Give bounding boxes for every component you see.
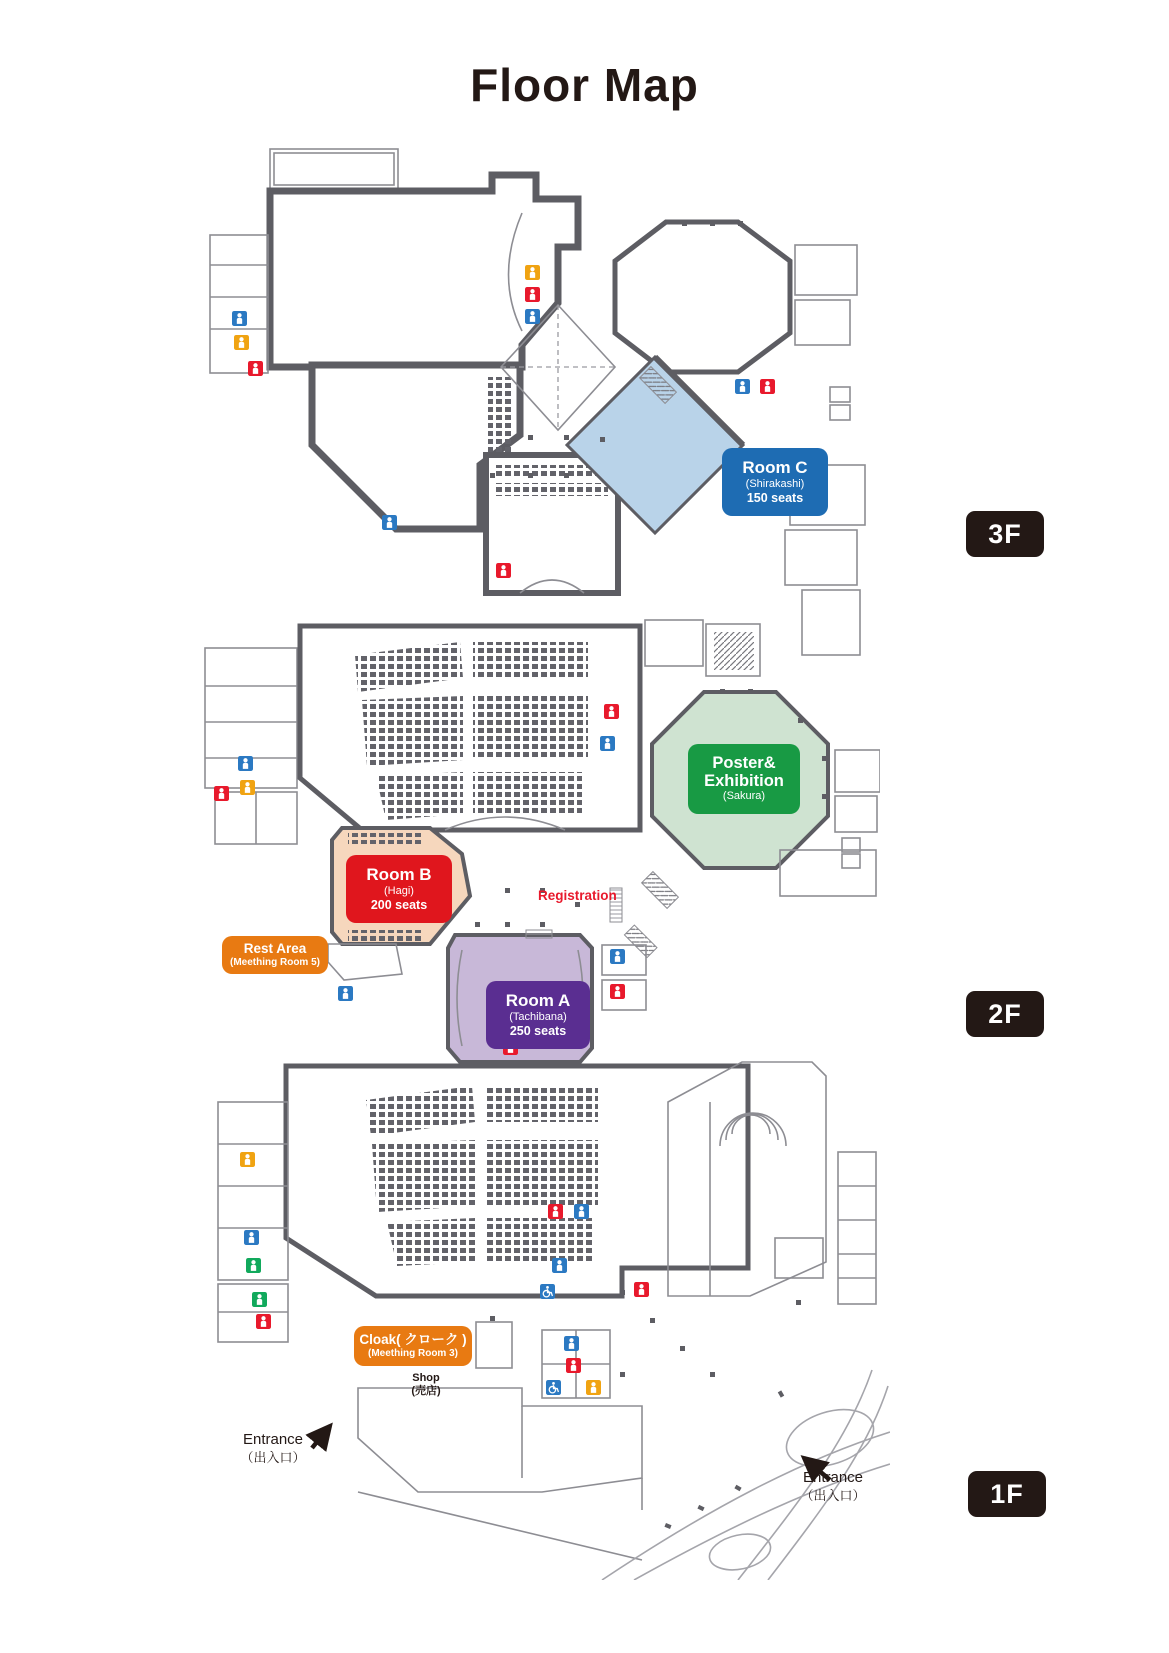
column-dot — [748, 689, 753, 694]
right-annex-room — [795, 300, 850, 345]
elevator — [830, 387, 850, 402]
column-dot — [540, 922, 545, 927]
left-annex — [218, 1102, 288, 1280]
shop-line1: Shop — [412, 1372, 440, 1384]
seating-rows — [473, 696, 588, 760]
road-curve — [602, 1432, 890, 1580]
baby-room-icon — [240, 1152, 255, 1167]
seating-rows — [496, 483, 608, 496]
left-annex — [210, 235, 268, 373]
seating-rows — [348, 833, 422, 844]
baby-room-icon — [234, 335, 249, 350]
seating-rows — [473, 642, 588, 678]
column-dot — [490, 1316, 495, 1321]
column-dot — [620, 1290, 625, 1295]
womens-restroom-icon — [525, 287, 540, 302]
poster-line2: Exhibition — [704, 771, 784, 790]
room-a-subname: (Tachibana) — [509, 1011, 567, 1024]
main-hall — [300, 626, 640, 830]
rest-area-subname: (Meething Room 5) — [230, 957, 320, 969]
mens-restroom-icon — [610, 949, 625, 964]
mens-restroom-icon — [232, 311, 247, 326]
cloak-subname: (Meething Room 3) — [368, 1348, 458, 1360]
wheelchair-access-icon — [546, 1380, 561, 1395]
seating-rows — [485, 1086, 598, 1122]
service-icon — [246, 1258, 261, 1273]
escalator — [624, 925, 657, 958]
shop-block — [358, 1388, 642, 1492]
cloak-room-area — [476, 1322, 512, 1368]
cloak-name: Cloak( クローク ) — [359, 1331, 467, 1347]
mens-restroom-icon — [525, 309, 540, 324]
mens-restroom-icon — [338, 986, 353, 1001]
column-dot — [564, 435, 569, 440]
womens-restroom-icon — [760, 379, 775, 394]
seating-rows — [376, 772, 463, 820]
floor-badge-2f: 2F — [966, 991, 1044, 1037]
elevator — [830, 405, 850, 420]
womens-restroom-icon — [604, 704, 619, 719]
seating-rows — [485, 1218, 592, 1262]
womens-restroom-icon — [214, 786, 229, 801]
room-b-seats: 200 seats — [370, 898, 428, 913]
registration-label: Registration — [538, 888, 617, 903]
poster-line1: Poster& — [712, 753, 776, 772]
floor-badge-3f: 3F — [966, 511, 1044, 557]
cloak-label — [354, 1326, 472, 1366]
mens-restroom-icon — [382, 515, 397, 530]
stage-fly-tower — [270, 149, 398, 189]
shop-label — [392, 1372, 460, 1397]
stairs — [714, 632, 754, 670]
room-c-subname: (Shirakashi) — [745, 478, 805, 491]
mens-restroom-icon — [552, 1258, 567, 1273]
corridor-room — [780, 850, 876, 896]
mens-restroom-icon — [735, 379, 750, 394]
womens-restroom-icon — [248, 361, 263, 376]
womens-restroom-icon — [496, 563, 511, 578]
entrance-right-line1: Entrance — [802, 1469, 864, 1486]
octagon-hall — [615, 222, 790, 372]
column-dot — [505, 922, 510, 927]
rest-area-label — [222, 936, 328, 974]
mens-restroom-icon — [564, 1336, 579, 1351]
mens-restroom-icon — [238, 756, 253, 771]
entrance-label-right — [778, 1468, 888, 1504]
column-dot — [475, 922, 480, 927]
road-tick — [734, 1485, 741, 1491]
room-a-name: Room A — [505, 991, 571, 1011]
column-dot — [710, 221, 715, 226]
seating-rows — [488, 377, 514, 461]
column-dot — [682, 221, 687, 226]
annex-dividers — [838, 1186, 876, 1278]
shop-line2: (売店) — [411, 1384, 441, 1397]
rest-area-room — [328, 944, 402, 980]
walkway-edge — [358, 1478, 642, 1560]
column-dot — [710, 1372, 715, 1377]
womens-restroom-icon — [634, 1282, 649, 1297]
column-dot — [490, 473, 495, 478]
elevator — [842, 854, 860, 868]
column-dot — [822, 756, 827, 761]
wheelchair-access-icon — [540, 1284, 555, 1299]
column-dot — [738, 221, 743, 226]
room-a-label — [486, 981, 590, 1049]
service-icon — [252, 1292, 267, 1307]
road-tick — [697, 1505, 704, 1511]
entrance-left-line2: （出入口） — [240, 1449, 306, 1465]
seating-rows — [473, 772, 582, 814]
right-tall-annex — [838, 1152, 876, 1304]
mens-restroom-icon — [600, 736, 615, 751]
column-dot — [650, 1318, 655, 1323]
room-c-label — [722, 448, 828, 516]
baby-room-icon — [586, 1380, 601, 1395]
room-b-name: Room B — [366, 865, 432, 885]
womens-restroom-icon — [548, 1204, 563, 1219]
entrance-label-left — [218, 1430, 328, 1466]
column-dot — [680, 1346, 685, 1351]
seating-rows — [387, 1218, 475, 1266]
column-dot — [600, 437, 605, 442]
mens-restroom-icon — [574, 1204, 589, 1219]
baby-room-icon — [525, 265, 540, 280]
room-c-seats: 150 seats — [746, 491, 804, 506]
upper-room — [645, 620, 703, 666]
right-annex-room — [795, 245, 857, 295]
page-title: Floor Map — [470, 59, 699, 111]
road-tick — [778, 1390, 784, 1397]
column-dot — [822, 794, 827, 799]
poster-subname: (Sakura) — [722, 790, 766, 803]
womens-restroom-icon — [566, 1358, 581, 1373]
column-dot — [796, 1300, 801, 1305]
entrance-right-line2: （出入口） — [800, 1487, 866, 1503]
road-tick — [664, 1523, 671, 1529]
baby-room-icon — [240, 780, 255, 795]
pavilion-room — [775, 1238, 823, 1278]
floor-plan-3f — [190, 135, 880, 665]
seating-rows — [348, 930, 422, 941]
room-b-label — [346, 855, 452, 923]
seating-rows — [362, 696, 463, 766]
registration-desk — [526, 930, 552, 938]
column-dot — [620, 1372, 625, 1377]
column-dot — [564, 473, 569, 478]
room-b-subname: (Hagi) — [384, 885, 414, 898]
room-a-seats: 250 seats — [509, 1024, 567, 1039]
poster-exhibition-label — [688, 744, 800, 814]
mens-restroom-icon — [244, 1230, 259, 1245]
annex-dividers — [205, 686, 297, 758]
column-dot — [528, 435, 533, 440]
womens-restroom-icon — [610, 984, 625, 999]
right-annex-room — [785, 530, 857, 585]
stage-hatch — [274, 153, 394, 185]
right-annex-room — [835, 796, 877, 832]
column-dot — [720, 689, 725, 694]
column-dot — [528, 473, 533, 478]
entrance-left-line1: Entrance — [242, 1431, 304, 1448]
room-c-name: Room C — [742, 458, 808, 478]
womens-restroom-icon — [256, 1314, 271, 1329]
seating-rows — [372, 1140, 475, 1212]
rest-area-name: Rest Area — [243, 940, 307, 956]
floor-badge-1f: 1F — [968, 1471, 1046, 1517]
right-annex-room — [835, 750, 880, 792]
column-dot — [798, 718, 803, 723]
seating-rows — [485, 1140, 598, 1206]
escalator — [642, 872, 679, 909]
column-dot — [505, 888, 510, 893]
